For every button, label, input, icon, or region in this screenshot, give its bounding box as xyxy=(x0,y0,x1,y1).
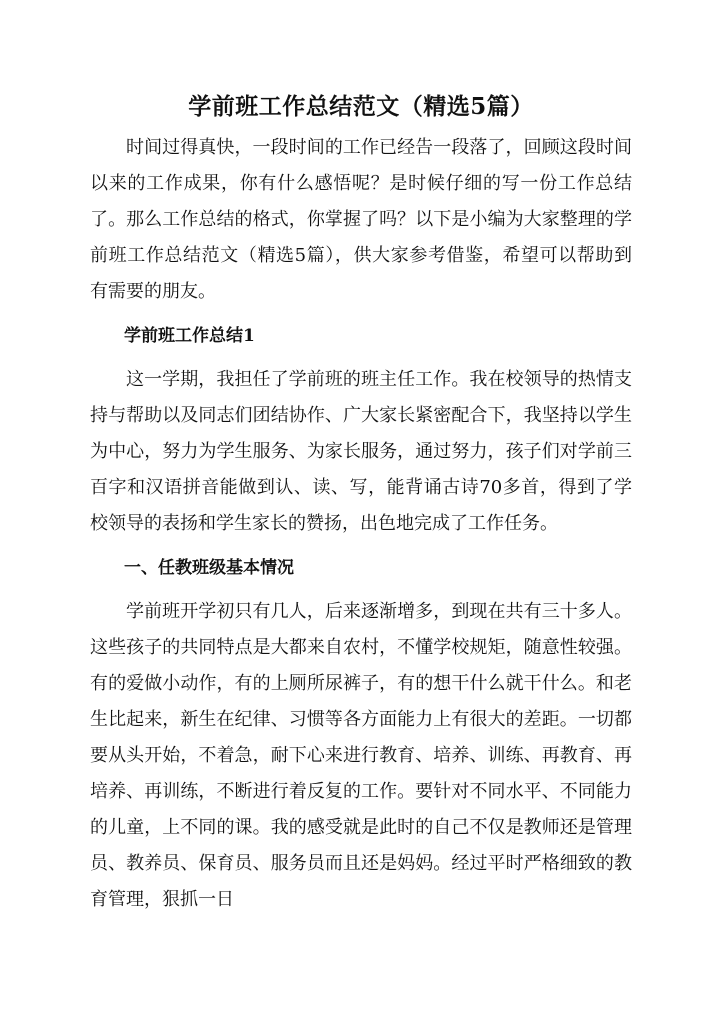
subsection-heading: 一、任教班级基本情况 xyxy=(124,558,294,578)
section-heading: 学前班工作总结1 xyxy=(124,326,255,346)
subsection-paragraph: 学前班开学初只有几人，后来逐渐增多，到现在共有三十多人。这些孩子的共同特点是大都来自农村，不懂学校规矩，随意性较强。有的爱做小动作，有的上厕所尿裤子，有的想干什么就干什么。和老生比起来，新生在纪律、习惯等各方面能力上有很大的差距。一切都要从头开始，不着急，耐下心来进行教育、培养、训练、再教育、再培养、再训练，不断进行着反复的工作。要针对不同水平、不同能力的儿童，上不同的课。我的感受就是此时的自己不仅是教师还是管理员、教养员、保育员、服务员而且还是妈妈。经过平时严格细致的教育管理，狠抓一日 xyxy=(90,601,632,910)
document-title: 学前班工作总结范文（精选5篇） xyxy=(188,93,534,120)
intro-paragraph: 时间过得真快，一段时间的工作已经告一段落了，回顾这段时间以来的工作成果，你有什么感悟呢？是时候仔细的写一份工作总结了。那么工作总结的格式，你掌握了吗？以下是小编为大家整理的学前班工作总结范文（精选5篇），供大家参考借鉴，希望可以帮助到有需要的朋友。 xyxy=(90,137,632,302)
section-paragraph: 这一学期，我担任了学前班的班主任工作。我在校领导的热情支持与帮助以及同志们团结协作、广大家长紧密配合下，我坚持以学生为中心，努力为学生服务、为家长服务，通过努力，孩子们对学前三百字和汉语拼音能做到认、读、写，能背诵古诗70多首，得到了学校领导的表扬和学生家长的赞扬，出色地完成了工作任务。 xyxy=(90,369,632,534)
